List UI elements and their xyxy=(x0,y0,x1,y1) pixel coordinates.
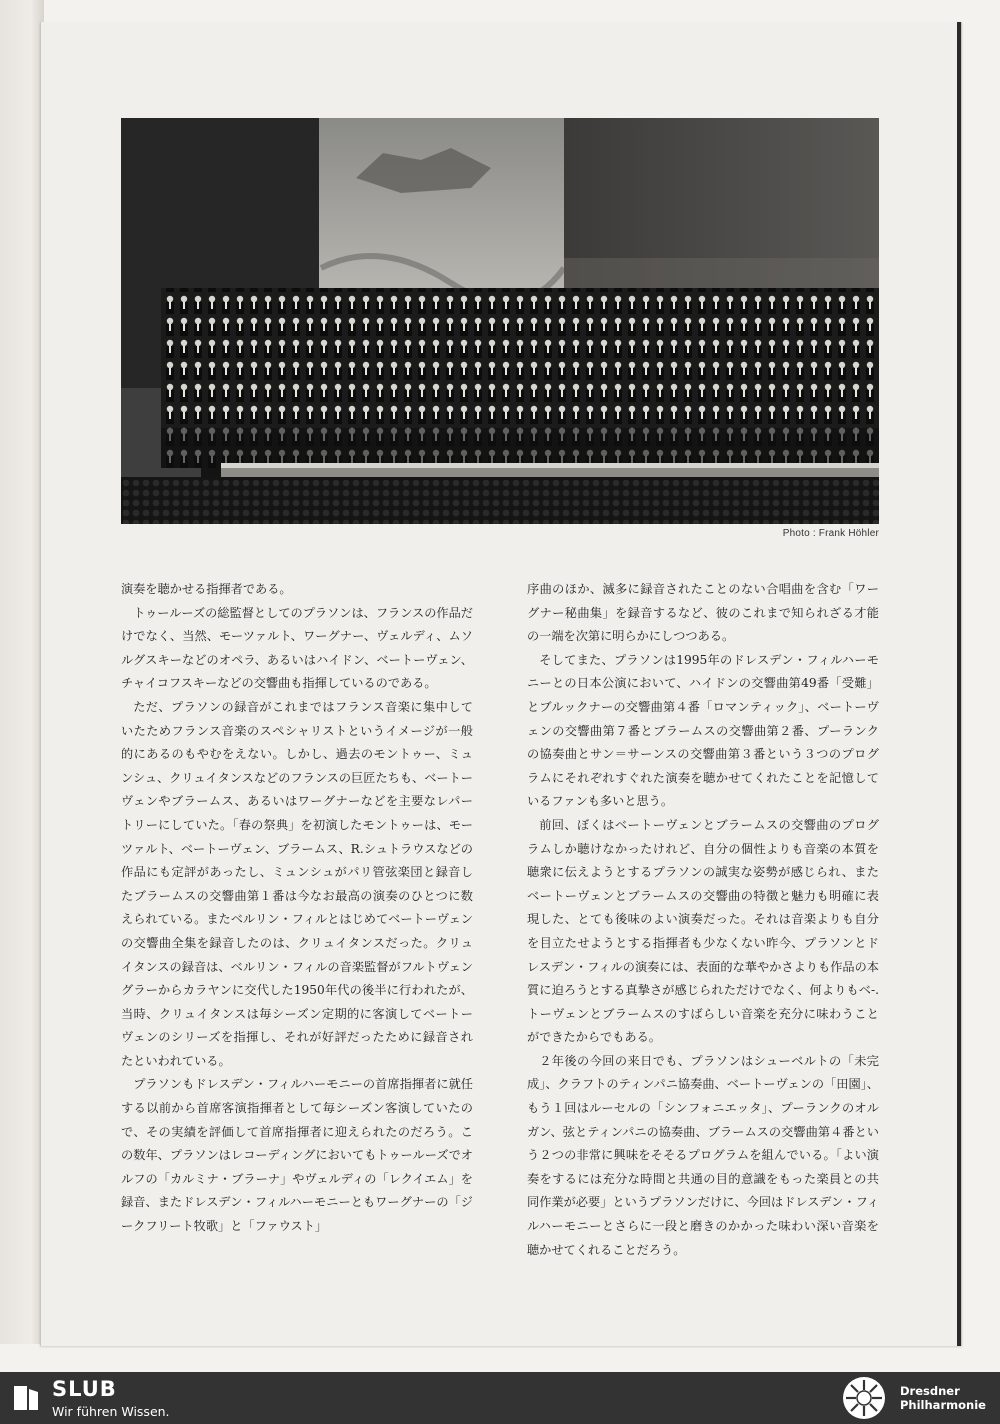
text-column-left xyxy=(121,578,473,1239)
paragraph: 演奏を聴かせる指揮者である。 xyxy=(121,582,292,596)
orchestra-photo xyxy=(121,118,879,524)
library-tagline: Wir führen Wissen. xyxy=(52,1404,170,1419)
library-name: SLUB xyxy=(52,1377,117,1401)
photo-caption: Photo : Frank Höhler xyxy=(782,528,879,539)
orchestra-photo-illustration xyxy=(121,118,879,524)
dresdner-philharmonie-logo-icon xyxy=(842,1376,886,1420)
paragraph: プラソンもドレスデン・フィルハーモニーの首席指揮者に就任する以前から首席客演指揮者として毎シーズン客演していたので、その実績を評価して首席指揮者に迎えられたのだろう。この数年、プラソンはレコーディングにおいてもトゥールーズでオルフの「カルミナ・ブラーナ」やヴェルディの「レクイエム」を録音、またドレスデン・フィルハーモニーともワーグナーの「ジークフリート牧歌」と「ファウスト」 xyxy=(121,1077,473,1234)
orchestra-name-line2: Philharmonie xyxy=(900,1398,986,1412)
orchestra-name xyxy=(900,1384,986,1412)
paragraph: ただ、プラソンの録音がこれまではフランス音楽に集中していたためフランス音楽のスペシャリストというイメージが一般的にあるのもやむをえない。しかし、過去のモントゥー、ミュンシュ、クリュイタンスなどのフランスの巨匠たちも、ベートーヴェンやブラームス、あるいはワーグナーなどを主要なレパートリーにしていた。「春の祭典」を初演したモントゥーは、モーツァルト、ベートーヴェン、ブラームス、R.シュトラウスなどの作品にも定評があったし、ミュンシュがパリ管弦楽団と録音したブラームスの交響曲第１番は今なお最高の演奏のひとつに数えられている。またベルリン・フィルとはじめてベートーヴェンの交響曲全集を録音したのは、クリュイタンスだった。クリュイタンスの録音は、ベルリン・フィルの音楽監督がフルトヴェングラーからカラヤンに交代した1950年代の後半に行われたが、当時、クリュイタンスは毎シーズン定期的に客演してベートーヴェンのシリーズを指揮し、それが好評だったために録音されたといわれている。 xyxy=(121,699,473,1068)
slub-logo-icon xyxy=(10,1382,42,1414)
text-column-right xyxy=(527,578,879,1262)
orchestra-name-line1: Dresdner xyxy=(900,1384,960,1398)
previous-page-edge xyxy=(0,0,44,1344)
paragraph: ２年後の今回の来日でも、プラソンはシューベルトの「未完成」、クラフトのティンパニ協奏曲、ベートーヴェンの「田園」、もう１回はルーセルの「シンフォニエッタ」、プーランクのオルガン、弦とティンパニの協奏曲、ブラームスの交響曲第４番という２つの非常に興味をそそるプログラムを組んでいる。「よい演奏をするには充分な時間と共通の目的意識をもった楽員との共同作業が必要」というプラソンだけに、今回はドレスデン・フィルハーモニーとさらに一段と磨きのかかった味わい深い音楽を聴かせてくれることだろう。 xyxy=(527,1053,879,1257)
paragraph: トゥールーズの総監督としてのプラソンは、フランスの作品だけでなく、当然、モーツァルト、ワーグナー、ヴェルディ、ムソルグスキーなどのオペラ、あるいはハイドン、ベートーヴェン、チャイコフスキーなどの交響曲も指揮しているのである。 xyxy=(121,605,473,691)
paragraph: 前回、ぼくはベートーヴェンとブラームスの交響曲のプログラムしか聴けなかったけれど、自分の個性よりも音楽の本質を聴衆に伝えようとするプラソンの誠実な姿勢が感じられ、またベートーヴェンとブラームスの交響曲の特徴と魅力も明確に表現した、とても後味のよい演奏だった。それは音楽よりも自分を目立たせようとする指揮者も少なくない昨今、プラソンとドレスデン・フィルの演奏には、表面的な華やかさよりも作品の本質に迫ろうとする真摯さが感じられただけでなく、何よりもベ-.トーヴェンとブラームスのすばらしい音楽を充分に味わうことができたからでもある。 xyxy=(527,817,879,1045)
paragraph: そしてまた、プラソンは1995年のドレスデン・フィルハーモニーとの日本公演において、ハイドンの交響曲第49番「受難」とブルックナーの交響曲第４番「ロマンティック」、ベートーヴェンの交響曲第７番とブラームスの交響曲第２番、プーランクの協奏曲とサン＝サーンスの交響曲第３番という３つのプログラムにそれぞれすぐれた演奏を聴かせてくれたことを記憶しているファンも多いと思う。 xyxy=(527,652,879,809)
paragraph: 序曲のほか、滅多に録音されたことのない合唱曲を含む「ワーグナー秘曲集」を録音するなど、彼のこれまで知られざる才能の一端を次第に明らかにしつつある。 xyxy=(527,582,879,644)
